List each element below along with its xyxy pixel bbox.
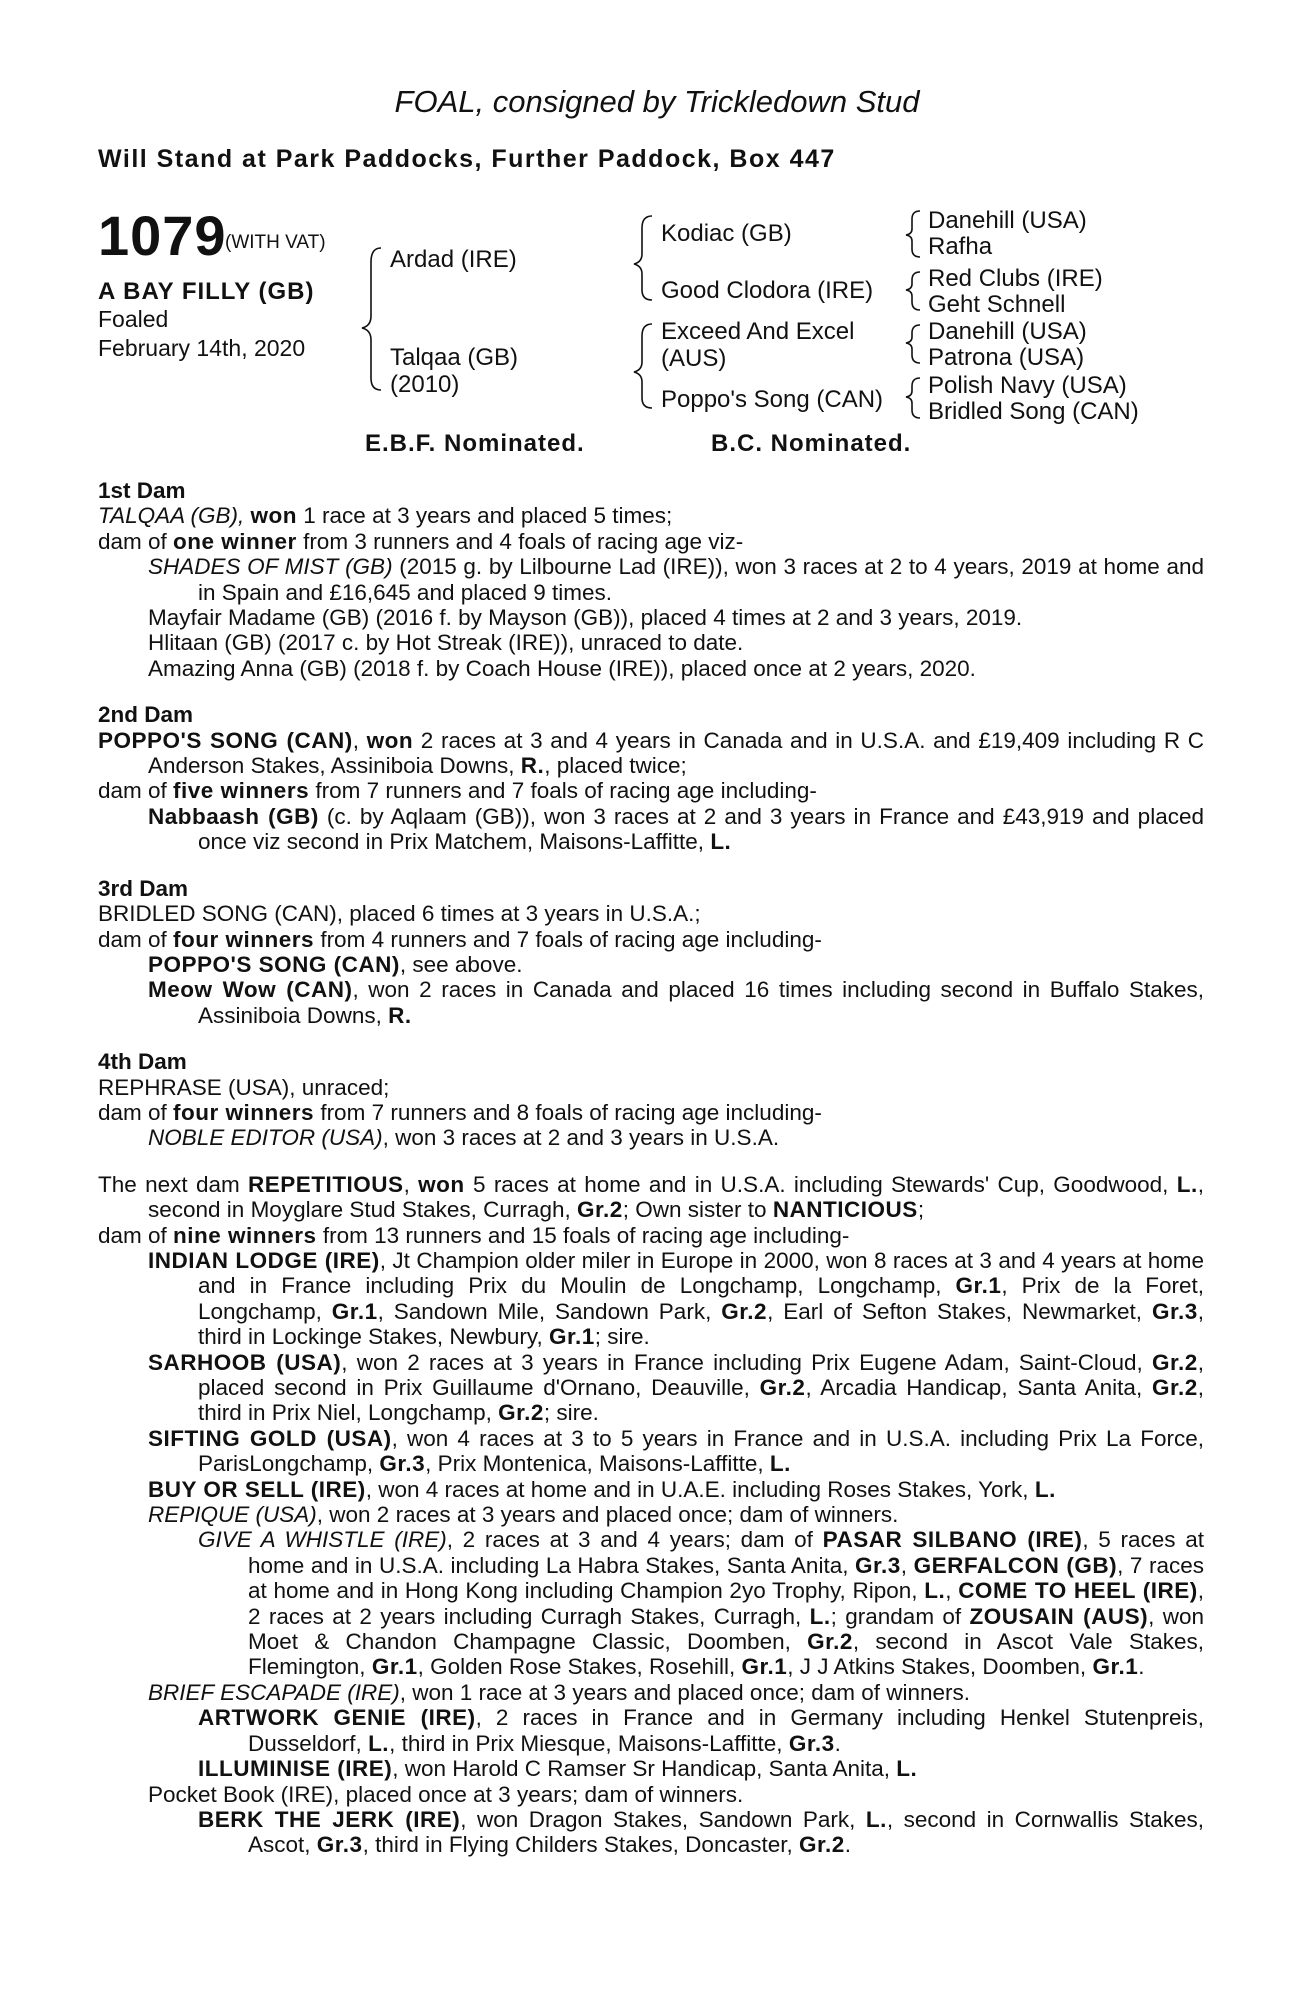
produce-entry: BERK THE JERK (IRE), won Dragon Stakes, Sandown Park, L., second in Cornwallis Stakes, Ascot, Gr.3, third in Flying Childers Stakes, Doncaster, Gr.2. <box>198 1806 1204 1858</box>
gen3-sdd: Geht Schnell <box>928 291 1066 318</box>
next-dam-offspring <box>98 1248 1204 1858</box>
brace-gen2-sire <box>634 216 652 300</box>
brace-gen2-dam <box>634 324 652 408</box>
produce-entry: REPIQUE (USA), won 2 races at 3 years and placed once; dam of winners. <box>148 1502 899 1528</box>
gen3-sss: Danehill (USA) <box>928 207 1087 234</box>
dam-name <box>390 344 518 398</box>
second-dam-heading: 2nd Dam <box>98 702 194 728</box>
second-dam-line: POPPO'S SONG (CAN), won 2 races at 3 and 4 years in Canada and in U.S.A. and £19,409 including R C Anderson Stakes, Assiniboia Downs, R., placed twice; <box>98 727 1204 779</box>
produce-entry: POPPO'S SONG (CAN), see above. <box>148 951 523 977</box>
produce-entry: Meow Wow (CAN), won 2 races in Canada and placed 16 times including second in Buffalo Stakes, Assiniboia Downs, R. <box>148 977 1204 1028</box>
produce-entry: INDIAN LODGE (IRE), Jt Champion older miler in Europe in 2000, won 8 races at 3 and 4 years at home and in France including Prix du Moulin de Longchamp, Longchamp, Gr.1, Prix de la Foret, Longchamp, Gr.1, Sandown Mile, Sandown Park, Gr.2, Earl of Sefton Stakes, Newmarket, Gr.3, third in Lockinge Stakes, Newbury, Gr.1; sire. <box>148 1247 1204 1350</box>
dam-name-line1: Talqaa (GB) <box>390 344 519 371</box>
lot-header-title: FOAL, consigned by Trickledown Stud <box>394 84 920 119</box>
produce-entry: SARHOOB (USA), won 2 races at 3 years in France including Prix Eugene Adam, Saint-Cloud, Gr.2, placed second in Prix Guillaume d'Ornano, Deauville, Gr.2, Arcadia Handicap, Santa Anita, Gr.2, third in Prix Niel, Longchamp, Gr.2; sire. <box>148 1349 1205 1426</box>
dam-dam: Poppo's Song (CAN) <box>661 386 884 413</box>
first-dam-produce-summary: dam of one winner from 3 runners and 4 foals of racing age viz- <box>98 528 744 554</box>
dam-foaled-year: (2010) <box>390 371 460 398</box>
third-dam-produce-summary: dam of four winners from 4 runners and 7 foals of racing age including- <box>98 926 822 952</box>
produce-entry: Pocket Book (IRE), placed once at 3 years; dam of winners. <box>148 1781 744 1807</box>
produce-entry: ARTWORK GENIE (IRE), 2 races in France and in Germany including Henkel Stutenpreis, Dusseldorf, L., third in Prix Miesque, Maisons-Laffitte, Gr.3. <box>198 1705 1204 1756</box>
second-dam-produce-summary: dam of five winners from 7 runners and 7 foals of racing age including- <box>98 778 817 804</box>
produce-entry: Hlitaan (GB) (2017 c. by Hot Streak (IRE)), unraced to date. <box>148 630 744 656</box>
first-dam-heading: 1st Dam <box>98 478 186 503</box>
brace-gen1 <box>362 248 381 390</box>
dam-sire <box>661 318 854 372</box>
gen3-ssd: Rafha <box>928 233 993 260</box>
gen3-ddd: Bridled Song (CAN) <box>928 398 1139 425</box>
produce-entry: SHADES OF MIST (GB) (2015 g. by Lilbourne Lad (IRE)), won 3 races at 2 to 4 years, 2019 at home and in Spain and £16,645 and placed 9 times. <box>148 554 1204 605</box>
brace-sd <box>906 272 920 310</box>
gen3-sds: Red Clubs (IRE) <box>928 265 1103 292</box>
foaled-label: Foaled <box>98 306 169 332</box>
produce-record <box>98 478 1204 1858</box>
foaled-date: February 14th, 2020 <box>98 335 306 361</box>
gen3-dss: Danehill (USA) <box>928 318 1087 345</box>
sire-sire: Kodiac (GB) <box>661 220 792 247</box>
gen3-dds: Polish Navy (USA) <box>928 372 1127 399</box>
third-dam-heading: 3rd Dam <box>98 875 189 901</box>
produce-entry: BUY OR SELL (IRE), won 4 races at home and in U.A.E. including Roses Stakes, York, L. <box>148 1476 1056 1502</box>
produce-entry: Amazing Anna (GB) (2018 f. by Coach House (IRE)), placed once at 2 years, 2020. <box>148 655 976 681</box>
vat-note: (WITH VAT) <box>225 232 326 253</box>
produce-entry: Nabbaash (GB) (c. by Aqlaam (GB)), won 3 races at 2 and 3 years in France and £43,919 and placed once viz second in Prix Matchem, Maisons-Laffitte, L. <box>148 803 1204 855</box>
fourth-dam-produce-summary: dam of four winners from 7 runners and 8 foals of racing age including- <box>98 1099 822 1125</box>
first-dam-line: TALQAA (GB), won 1 race at 3 years and placed 5 times; <box>98 503 673 529</box>
produce-entry: BRIEF ESCAPADE (IRE), won 1 race at 3 years and placed once; dam of winners. <box>148 1679 971 1705</box>
bc-nominated: B.C. Nominated. <box>711 430 912 457</box>
brace-dd <box>906 378 920 418</box>
next-dam-line: The next dam REPETITIOUS, won 5 races at home and in U.S.A. including Stewards' Cup, Goodwood, L., second in Moyglare Stud Stakes, Curragh, Gr.2; Own sister to NANTICIOUS; <box>98 1171 1204 1223</box>
produce-entry: NOBLE EDITOR (USA), won 3 races at 2 and 3 years in U.S.A. <box>148 1125 780 1151</box>
dam-sire-line1: Exceed And Excel <box>661 318 855 345</box>
produce-entry: Mayfair Madame (GB) (2016 f. by Mayson (GB)), placed 4 times at 2 and 3 years, 2019. <box>148 605 1023 631</box>
produce-entry: SIFTING GOLD (USA), won 4 races at 3 to 5 years in France and in U.S.A. including Prix La Force, ParisLongchamp, Gr.3, Prix Montenica, Maisons-Laffitte, L. <box>148 1425 1204 1477</box>
brace-ds <box>906 325 920 363</box>
fourth-dam-heading: 4th Dam <box>98 1049 187 1075</box>
dam-sire-line2: (AUS) <box>661 345 727 372</box>
third-dam-line: BRIDLED SONG (CAN), placed 6 times at 3 years in U.S.A.; <box>98 901 701 927</box>
fourth-dam-line: REPHRASE (USA), unraced; <box>98 1074 390 1100</box>
sire-name: Ardad (IRE) <box>390 246 517 273</box>
produce-entry: ILLUMINISE (IRE), won Harold C Ramser Sr Handicap, Santa Anita, L. <box>198 1756 918 1782</box>
lot-number: 1079 <box>98 204 227 267</box>
lot-name: A BAY FILLY (GB) <box>98 278 315 305</box>
ebf-nominated: E.B.F. Nominated. <box>365 430 585 457</box>
next-dam-produce-summary: dam of nine winners from 13 runners and 15 foals of racing age including- <box>98 1222 850 1248</box>
brace-ss <box>906 211 920 257</box>
stand-location: Will Stand at Park Paddocks, Further Paddock, Box 447 <box>98 145 836 173</box>
produce-entry: GIVE A WHISTLE (IRE), 2 races at 3 and 4 years; dam of PASAR SILBANO (IRE), 5 races at home and in U.S.A. including La Habra Stakes, Santa Anita, Gr.3, GERFALCON (GB), 7 races at home and in Hong Kong including Champion 2yo Trophy, Ripon, L., COME TO HEEL (IRE), 2 races at 2 years including Curragh Stakes, Curragh, L.; grandam of ZOUSAIN (AUS), won Moet & Chandon Champagne Classic, Doomben, Gr.2, second in Ascot Vale Stakes, Flemington, Gr.1, Golden Rose Stakes, Rosehill, Gr.1, J J Atkins Stakes, Doomben, Gr.1. <box>198 1527 1205 1680</box>
gen3-dsd: Patrona (USA) <box>928 344 1085 371</box>
sire-dam: Good Clodora (IRE) <box>661 277 874 304</box>
